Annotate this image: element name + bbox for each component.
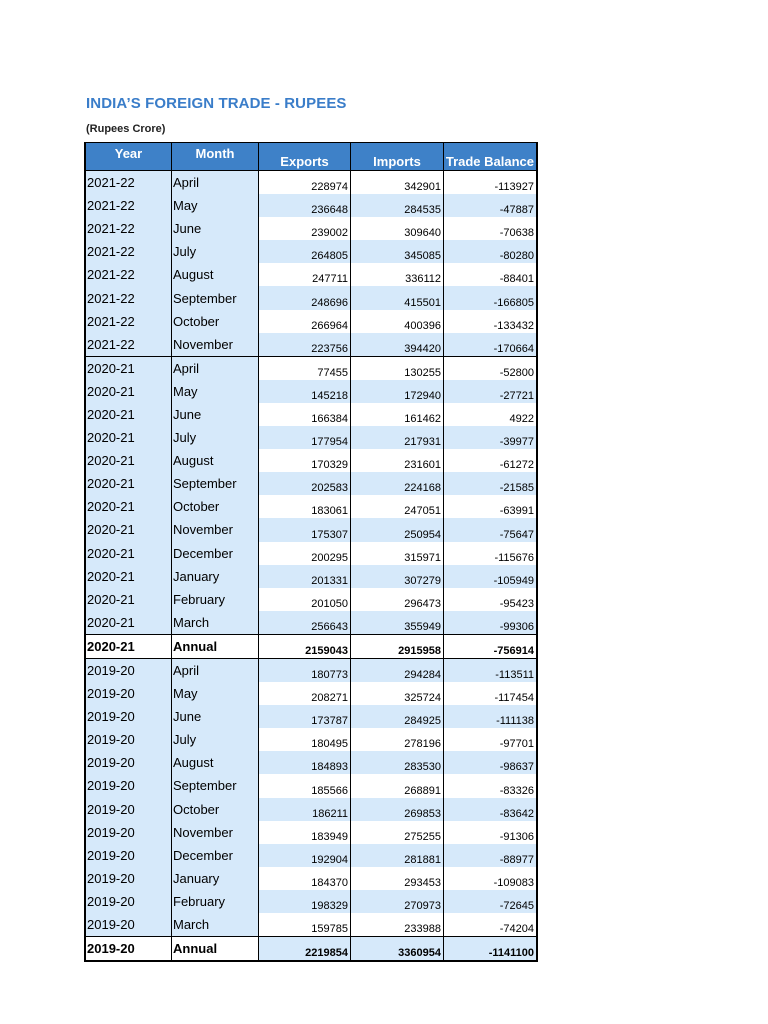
cell-month: Annual (172, 937, 259, 961)
cell-exports: 228974 (259, 171, 351, 195)
cell-month: June (172, 217, 259, 240)
table-row (86, 588, 537, 611)
cell-year: 2020-21 (86, 472, 172, 495)
cell-exports: 202583 (259, 472, 351, 495)
cell-trade-balance: -111138 (444, 705, 537, 728)
cell-imports: 345085 (351, 240, 444, 263)
cell-year: 2021-22 (86, 286, 172, 309)
cell-year: 2021-22 (86, 171, 172, 195)
table-row (86, 403, 537, 426)
table-row (86, 890, 537, 913)
cell-month: September (172, 774, 259, 797)
cell-exports: 173787 (259, 705, 351, 728)
table-row (86, 844, 537, 867)
annual-total-row (86, 937, 537, 961)
cell-exports: 183061 (259, 495, 351, 518)
cell-month: December (172, 542, 259, 565)
cell-year: 2019-20 (86, 890, 172, 913)
cell-exports: 184893 (259, 751, 351, 774)
cell-trade-balance: -117454 (444, 682, 537, 705)
cell-year: 2021-22 (86, 240, 172, 263)
cell-imports: 284535 (351, 194, 444, 217)
cell-month: March (172, 913, 259, 937)
cell-trade-balance: -88977 (444, 844, 537, 867)
cell-exports: 247711 (259, 263, 351, 286)
cell-exports: 180773 (259, 658, 351, 682)
cell-exports: 198329 (259, 890, 351, 913)
cell-exports: 170329 (259, 449, 351, 472)
cell-imports: 325724 (351, 682, 444, 705)
cell-month: June (172, 705, 259, 728)
table-body (86, 171, 537, 961)
cell-exports: 180495 (259, 728, 351, 751)
cell-year: 2021-22 (86, 194, 172, 217)
table-row (86, 565, 537, 588)
cell-month: August (172, 449, 259, 472)
units-note: (Rupees Crore) (86, 123, 166, 135)
cell-year: 2019-20 (86, 751, 172, 774)
cell-imports: 275255 (351, 821, 444, 844)
cell-trade-balance: -1141100 (444, 937, 537, 961)
cell-exports: 200295 (259, 542, 351, 565)
table-row (86, 611, 537, 635)
cell-year: 2020-21 (86, 449, 172, 472)
cell-year: 2020-21 (86, 542, 172, 565)
cell-year: 2019-20 (86, 913, 172, 937)
cell-trade-balance: -113511 (444, 658, 537, 682)
cell-trade-balance: -170664 (444, 333, 537, 357)
cell-imports: 400396 (351, 310, 444, 333)
cell-year: 2019-20 (86, 867, 172, 890)
cell-exports: 2219854 (259, 937, 351, 961)
table-row (86, 240, 537, 263)
cell-month: September (172, 286, 259, 309)
cell-trade-balance: -63991 (444, 495, 537, 518)
cell-exports: 166384 (259, 403, 351, 426)
header-exports: Exports (259, 143, 351, 171)
cell-year: 2019-20 (86, 821, 172, 844)
table-row (86, 495, 537, 518)
cell-trade-balance: -88401 (444, 263, 537, 286)
table-row (86, 171, 537, 195)
cell-trade-balance: -39977 (444, 426, 537, 449)
cell-month: July (172, 240, 259, 263)
cell-imports: 394420 (351, 333, 444, 357)
table-row (86, 705, 537, 728)
cell-year: 2020-21 (86, 426, 172, 449)
table-row (86, 821, 537, 844)
cell-imports: 355949 (351, 611, 444, 635)
cell-exports: 177954 (259, 426, 351, 449)
table-header-row (86, 143, 537, 171)
cell-trade-balance: -70638 (444, 217, 537, 240)
table-row (86, 518, 537, 541)
cell-year: 2021-22 (86, 263, 172, 286)
cell-imports: 217931 (351, 426, 444, 449)
cell-exports: 239002 (259, 217, 351, 240)
cell-year: 2020-21 (86, 588, 172, 611)
cell-month: Annual (172, 634, 259, 658)
cell-month: April (172, 171, 259, 195)
header-year: Year (86, 143, 172, 171)
cell-exports: 186211 (259, 798, 351, 821)
cell-month: October (172, 310, 259, 333)
cell-month: July (172, 728, 259, 751)
cell-month: May (172, 194, 259, 217)
cell-imports: 296473 (351, 588, 444, 611)
cell-year: 2019-20 (86, 774, 172, 797)
cell-imports: 283530 (351, 751, 444, 774)
cell-year: 2019-20 (86, 798, 172, 821)
cell-month: August (172, 263, 259, 286)
cell-imports: 284925 (351, 705, 444, 728)
cell-year: 2020-21 (86, 611, 172, 635)
table-row (86, 449, 537, 472)
cell-trade-balance: -166805 (444, 286, 537, 309)
cell-exports: 201050 (259, 588, 351, 611)
table-row (86, 356, 537, 380)
cell-month: August (172, 751, 259, 774)
cell-imports: 269853 (351, 798, 444, 821)
cell-month: November (172, 821, 259, 844)
table-row (86, 658, 537, 682)
table-row (86, 194, 537, 217)
cell-year: 2019-20 (86, 658, 172, 682)
cell-imports: 130255 (351, 356, 444, 380)
cell-month: April (172, 356, 259, 380)
cell-imports: 278196 (351, 728, 444, 751)
cell-year: 2020-21 (86, 518, 172, 541)
cell-month: June (172, 403, 259, 426)
cell-imports: 315971 (351, 542, 444, 565)
table-row (86, 263, 537, 286)
cell-imports: 172940 (351, 380, 444, 403)
cell-month: November (172, 518, 259, 541)
cell-trade-balance: -72645 (444, 890, 537, 913)
table-row (86, 217, 537, 240)
cell-trade-balance: -133432 (444, 310, 537, 333)
cell-imports: 3360954 (351, 937, 444, 961)
cell-month: January (172, 565, 259, 588)
cell-trade-balance: -47887 (444, 194, 537, 217)
cell-imports: 2915958 (351, 634, 444, 658)
cell-trade-balance: -61272 (444, 449, 537, 472)
annual-total-row (86, 634, 537, 658)
header-trade-balance: Trade Balance (444, 143, 537, 171)
cell-exports: 248696 (259, 286, 351, 309)
cell-trade-balance: -83326 (444, 774, 537, 797)
cell-imports: 293453 (351, 867, 444, 890)
cell-year: 2019-20 (86, 682, 172, 705)
table-row (86, 310, 537, 333)
cell-month: May (172, 682, 259, 705)
cell-exports: 266964 (259, 310, 351, 333)
table-row (86, 728, 537, 751)
cell-year: 2020-21 (86, 403, 172, 426)
table-row (86, 913, 537, 937)
table-row (86, 774, 537, 797)
cell-month: October (172, 798, 259, 821)
cell-imports: 247051 (351, 495, 444, 518)
cell-exports: 183949 (259, 821, 351, 844)
cell-month: October (172, 495, 259, 518)
cell-imports: 270973 (351, 890, 444, 913)
cell-exports: 2159043 (259, 634, 351, 658)
cell-exports: 184370 (259, 867, 351, 890)
cell-imports: 294284 (351, 658, 444, 682)
cell-imports: 307279 (351, 565, 444, 588)
cell-imports: 268891 (351, 774, 444, 797)
cell-trade-balance: -52800 (444, 356, 537, 380)
header-imports: Imports (351, 143, 444, 171)
cell-imports: 415501 (351, 286, 444, 309)
cell-imports: 224168 (351, 472, 444, 495)
table-row (86, 798, 537, 821)
table-row (86, 286, 537, 309)
cell-month: December (172, 844, 259, 867)
cell-exports: 236648 (259, 194, 351, 217)
cell-imports: 342901 (351, 171, 444, 195)
cell-imports: 231601 (351, 449, 444, 472)
cell-year: 2020-21 (86, 380, 172, 403)
cell-trade-balance: -115676 (444, 542, 537, 565)
cell-trade-balance: -75647 (444, 518, 537, 541)
table-row (86, 333, 537, 357)
trade-table (84, 142, 538, 962)
cell-exports: 256643 (259, 611, 351, 635)
cell-exports: 192904 (259, 844, 351, 867)
cell-exports: 145218 (259, 380, 351, 403)
cell-trade-balance: -97701 (444, 728, 537, 751)
header-month: Month (172, 143, 259, 171)
table-row (86, 426, 537, 449)
table-row (86, 867, 537, 890)
cell-imports: 336112 (351, 263, 444, 286)
cell-trade-balance: -83642 (444, 798, 537, 821)
cell-year: 2019-20 (86, 705, 172, 728)
cell-month: September (172, 472, 259, 495)
cell-year: 2021-22 (86, 333, 172, 357)
cell-year: 2020-21 (86, 495, 172, 518)
cell-year: 2019-20 (86, 844, 172, 867)
cell-exports: 223756 (259, 333, 351, 357)
cell-exports: 77455 (259, 356, 351, 380)
cell-exports: 201331 (259, 565, 351, 588)
cell-month: November (172, 333, 259, 357)
cell-imports: 281881 (351, 844, 444, 867)
cell-exports: 175307 (259, 518, 351, 541)
cell-year: 2019-20 (86, 937, 172, 961)
cell-imports: 250954 (351, 518, 444, 541)
cell-imports: 161462 (351, 403, 444, 426)
cell-exports: 264805 (259, 240, 351, 263)
cell-trade-balance: -98637 (444, 751, 537, 774)
cell-imports: 309640 (351, 217, 444, 240)
table-row (86, 380, 537, 403)
cell-month: April (172, 658, 259, 682)
cell-trade-balance: -80280 (444, 240, 537, 263)
cell-exports: 159785 (259, 913, 351, 937)
cell-trade-balance: -99306 (444, 611, 537, 635)
cell-year: 2021-22 (86, 310, 172, 333)
cell-year: 2020-21 (86, 356, 172, 380)
cell-trade-balance: -756914 (444, 634, 537, 658)
cell-month: May (172, 380, 259, 403)
page-title: INDIA’S FOREIGN TRADE - RUPEES (86, 95, 347, 112)
cell-month: July (172, 426, 259, 449)
cell-month: March (172, 611, 259, 635)
cell-month: February (172, 890, 259, 913)
cell-trade-balance: -113927 (444, 171, 537, 195)
cell-exports: 185566 (259, 774, 351, 797)
cell-exports: 208271 (259, 682, 351, 705)
cell-month: February (172, 588, 259, 611)
cell-trade-balance: -74204 (444, 913, 537, 937)
table-row (86, 542, 537, 565)
table-row (86, 682, 537, 705)
cell-trade-balance: -105949 (444, 565, 537, 588)
cell-year: 2019-20 (86, 728, 172, 751)
cell-trade-balance: 4922 (444, 403, 537, 426)
cell-trade-balance: -21585 (444, 472, 537, 495)
cell-year: 2020-21 (86, 634, 172, 658)
cell-trade-balance: -95423 (444, 588, 537, 611)
table-row (86, 751, 537, 774)
cell-trade-balance: -91306 (444, 821, 537, 844)
cell-year: 2020-21 (86, 565, 172, 588)
cell-month: January (172, 867, 259, 890)
cell-trade-balance: -27721 (444, 380, 537, 403)
table-row (86, 472, 537, 495)
cell-imports: 233988 (351, 913, 444, 937)
cell-trade-balance: -109083 (444, 867, 537, 890)
cell-year: 2021-22 (86, 217, 172, 240)
